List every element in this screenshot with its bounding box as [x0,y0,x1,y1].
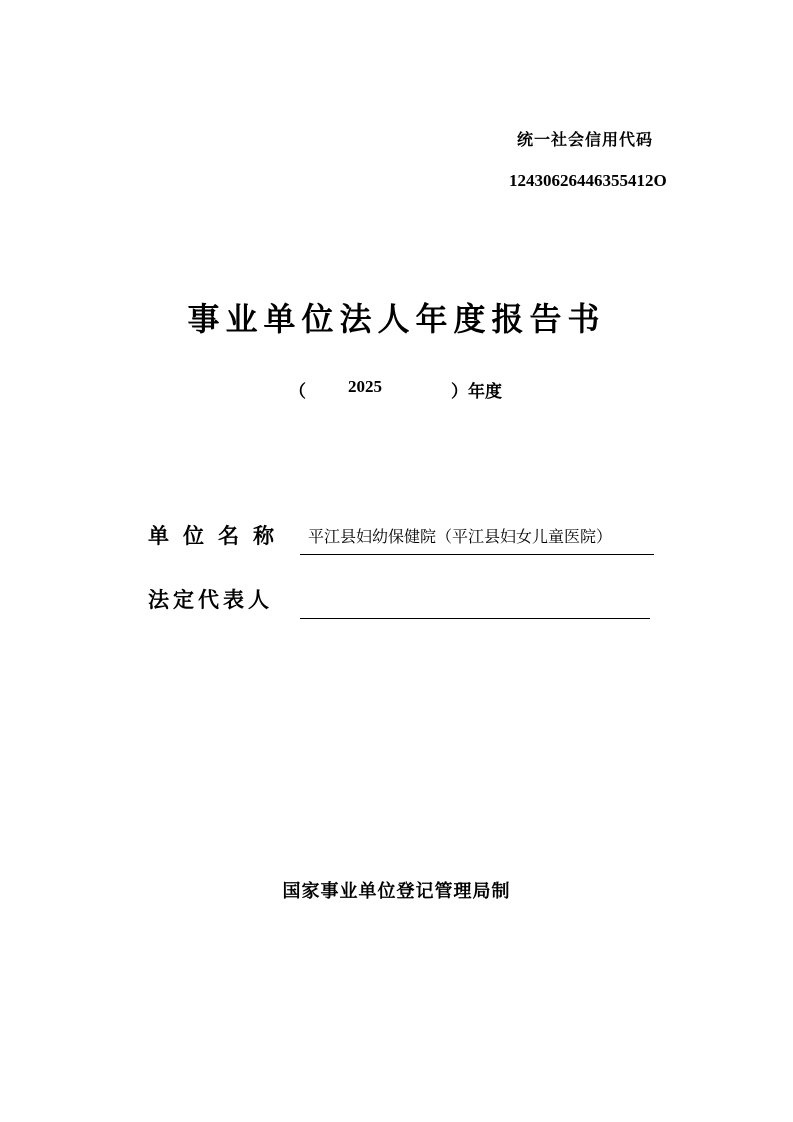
publisher-line: 国家事业单位登记管理局制 [282,881,511,902]
unit-name-label: 单位名称 [148,524,288,548]
report-year: 2025 [348,377,382,396]
page-title: 事业单位法人年度报告书 [187,300,606,338]
legal-rep-label: 法定代表人 [148,588,273,612]
year-suffix: ）年度 [451,382,502,402]
year-paren-open: （ [289,382,306,402]
credit-code-label: 统一社会信用代码 [517,130,654,149]
legal-rep-row [148,580,658,620]
unit-name-value: 平江县妇幼保健院（平江县妇女儿童医院） [308,527,613,546]
legal-rep-underline [300,618,650,619]
unit-name-row [148,516,658,556]
unit-name-underline [300,554,654,555]
report-year-line [0,377,793,401]
credit-code-value: 12430626446355412O [509,171,667,190]
